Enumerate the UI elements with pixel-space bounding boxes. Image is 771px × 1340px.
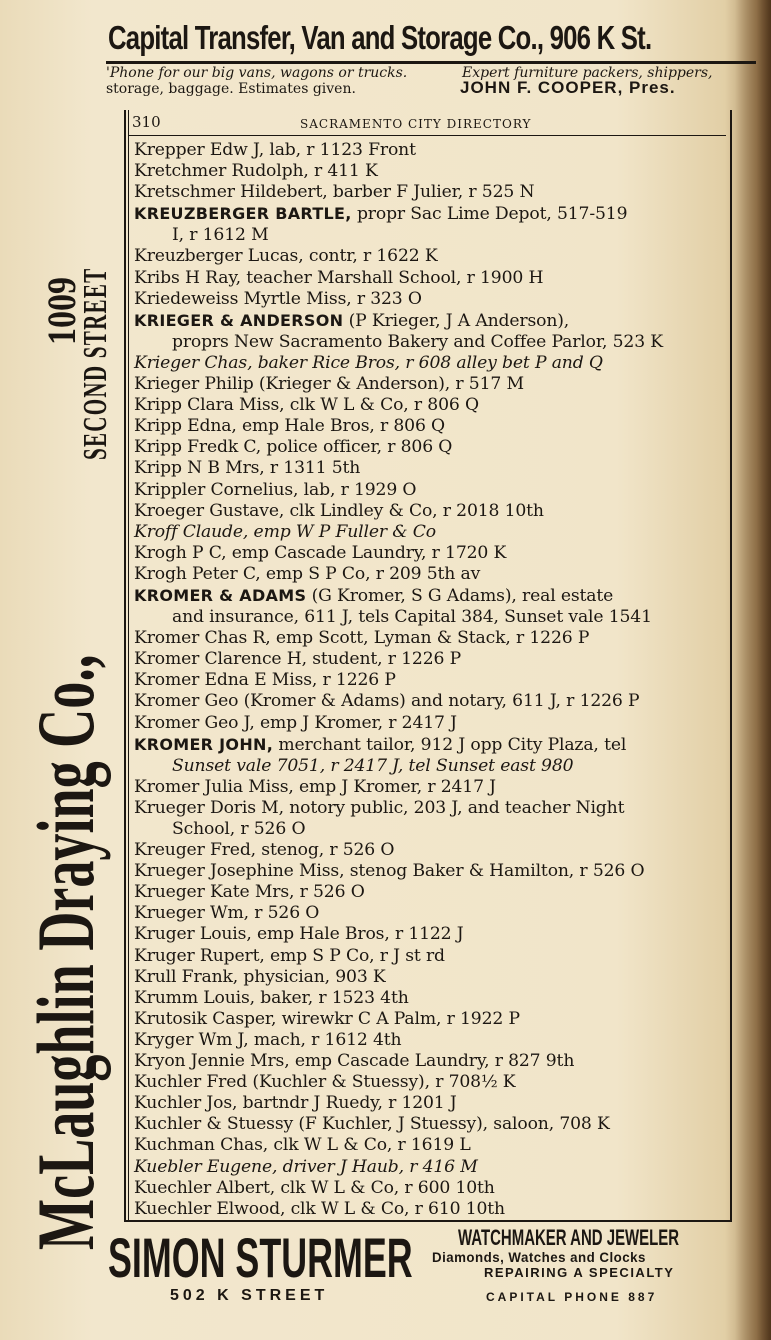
footer-ad-line2: Diamonds, Watches and Clocks bbox=[432, 1249, 646, 1265]
directory-entry-continuation bbox=[134, 819, 728, 840]
entry-text: Kuebler Eugene, driver J Haub, r 416 M bbox=[134, 1156, 478, 1177]
directory-entry bbox=[134, 543, 728, 564]
entry-text: proprs New Sacramento Bakery and Coffee Parlor, 523 K bbox=[172, 331, 663, 352]
header-ad-line2 bbox=[106, 80, 756, 98]
entry-text: Krueger Kate Mrs, r 526 O bbox=[134, 882, 365, 903]
directory-entry bbox=[134, 840, 728, 861]
directory-entry bbox=[134, 310, 728, 332]
entry-bold-name: KRIEGER & ANDERSON bbox=[134, 310, 344, 330]
entry-text: Kromer Geo J, emp J Kromer, r 2417 J bbox=[134, 712, 457, 733]
entry-text: Kuchman Chas, clk W L & Co, r 1619 L bbox=[134, 1135, 471, 1156]
entry-text: Kromer Julia Miss, emp J Kromer, r 2417 J bbox=[134, 776, 496, 797]
entry-text: Krutosik Casper, wirewkr C A Palm, r 1922 P bbox=[134, 1008, 520, 1029]
directory-entry-continuation bbox=[134, 607, 728, 628]
directory-entry bbox=[134, 203, 728, 225]
entry-text: (G Kromer, S G Adams), real estate bbox=[306, 585, 614, 606]
entry-text: Kripp N B Mrs, r 1311 5th bbox=[134, 458, 361, 479]
entry-text: Kreuger Fred, stenog, r 526 O bbox=[134, 840, 395, 861]
entry-text: Kuechler Albert, clk W L & Co, r 600 10th bbox=[134, 1177, 495, 1198]
entry-text: Kretchmer Rudolph, r 411 K bbox=[134, 161, 378, 182]
side-ad-company: McLaughlin Draying Co., bbox=[20, 654, 111, 1250]
directory-entry bbox=[134, 161, 728, 182]
entry-text: Krogh P C, emp Cascade Laundry, r 1720 K bbox=[134, 542, 507, 563]
header-ad-president: JOHN F. COOPER, Pres. bbox=[460, 78, 676, 97]
directory-entry bbox=[134, 1051, 728, 1072]
directory-entry bbox=[134, 861, 728, 882]
directory-entry bbox=[134, 1093, 728, 1114]
book-spine-shadow bbox=[735, 0, 771, 1340]
directory-entry bbox=[134, 798, 728, 819]
listing-inner-rule bbox=[128, 110, 129, 1220]
directory-entry bbox=[134, 480, 728, 501]
entry-text: Kripp Fredk C, police officer, r 806 Q bbox=[134, 437, 453, 458]
entry-text: Kuchler Jos, bartndr J Ruedy, r 1201 J bbox=[134, 1093, 457, 1114]
entry-text: Kroeger Gustave, clk Lindley & Co, r 2018 10th bbox=[134, 500, 544, 521]
entry-text: Krueger Josephine Miss, stenog Baker & Hamilton, r 526 O bbox=[134, 861, 645, 882]
entry-text: Sunset vale 7051, r 2417 J, tel Sunset east 980 bbox=[172, 755, 574, 776]
directory-entry bbox=[134, 501, 728, 522]
entry-text: Krumm Louis, baker, r 1523 4th bbox=[134, 987, 409, 1008]
directory-entry bbox=[134, 988, 728, 1009]
entry-text: Kriedeweiss Myrtle Miss, r 323 O bbox=[134, 288, 422, 309]
page-number: 310 bbox=[132, 113, 161, 131]
entry-text: Kuchler & Stuessy (F Kuchler, J Stuessy), saloon, 708 K bbox=[134, 1114, 610, 1135]
entry-text: Kuechler Elwood, clk W L & Co, r 610 10th bbox=[134, 1198, 505, 1219]
entry-text: Kromer Edna E Miss, r 1226 P bbox=[134, 670, 396, 691]
entry-text: School, r 526 O bbox=[172, 819, 306, 839]
entry-text: propr Sac Lime Depot, 517-519 bbox=[351, 204, 628, 225]
entry-text: Kripp Edna, emp Hale Bros, r 806 Q bbox=[134, 416, 445, 437]
entry-text: Kruger Rupert, emp S P Co, r J st rd bbox=[134, 945, 445, 966]
header-ad-line1-left: 'Phone for our big vans, wagons or trucks. bbox=[106, 65, 408, 81]
directory-entry bbox=[134, 1178, 728, 1199]
directory-entry bbox=[134, 268, 728, 289]
directory-entry bbox=[134, 713, 728, 734]
entry-text: Kryger Wm J, mach, r 1612 4th bbox=[134, 1029, 402, 1050]
header-ad-line2-left: storage, baggage. Estimates given. bbox=[106, 81, 356, 97]
running-head-title: SACRAMENTO CITY DIRECTORY bbox=[300, 117, 532, 131]
directory-entry bbox=[134, 353, 728, 374]
entry-bold-name: KREUZBERGER BARTLE, bbox=[134, 204, 352, 224]
running-head-rule bbox=[128, 135, 726, 136]
directory-entry bbox=[134, 395, 728, 416]
directory-entry bbox=[134, 1157, 728, 1178]
side-ad-street: SECOND STREET bbox=[77, 267, 114, 460]
directory-entry-continuation bbox=[134, 756, 728, 777]
directory-entry bbox=[134, 734, 728, 756]
directory-entry bbox=[134, 458, 728, 479]
directory-entry bbox=[134, 374, 728, 395]
directory-entry bbox=[134, 182, 728, 203]
entry-bold-name: KROMER & ADAMS bbox=[134, 585, 307, 605]
entry-text: Kromer Geo (Kromer & Adams) and notary, 611 J, r 1226 P bbox=[134, 691, 640, 712]
entry-text: Kreuzberger Lucas, contr, r 1622 K bbox=[134, 246, 438, 267]
directory-entry bbox=[134, 1009, 728, 1030]
header-ad-line1-right: Expert furniture packers, shippers, bbox=[462, 65, 713, 81]
directory-entry bbox=[134, 585, 728, 607]
directory-entry-continuation bbox=[134, 225, 728, 246]
entry-bold-name: KROMER JOHN, bbox=[134, 734, 274, 754]
directory-entry bbox=[134, 1135, 728, 1156]
entry-text: Krueger Doris M, notory public, 203 J, and teacher Night bbox=[134, 797, 625, 818]
entry-text: Krull Frank, physician, 903 K bbox=[134, 966, 386, 987]
entry-text: Kromer Clarence H, student, r 1226 P bbox=[134, 649, 462, 670]
directory-entry bbox=[134, 564, 728, 585]
entry-text: Krippler Cornelius, lab, r 1929 O bbox=[134, 479, 417, 500]
footer-ad-phone: CAPITAL PHONE 887 bbox=[486, 1290, 658, 1304]
directory-entry bbox=[134, 1114, 728, 1135]
directory-entry bbox=[134, 903, 728, 924]
footer-ad-line3: REPAIRING A SPECIALTY bbox=[484, 1265, 675, 1280]
footer-ad-line1: WATCHMAKER AND JEWELER bbox=[458, 1225, 680, 1250]
entry-text: Kribs H Ray, teacher Marshall School, r 1900 H bbox=[134, 267, 544, 288]
entry-text: I, r 1612 M bbox=[172, 225, 269, 246]
directory-entry bbox=[134, 777, 728, 798]
header-ad-title: Capital Transfer, Van and Storage Co., 906 K St. bbox=[108, 19, 652, 56]
footer-ad-name: SIMON STURMER bbox=[108, 1226, 413, 1289]
directory-entries bbox=[134, 140, 728, 1220]
entry-text: Kretschmer Hildebert, barber F Julier, r 525 N bbox=[134, 182, 535, 203]
entry-text: Kripp Clara Miss, clk W L & Co, r 806 Q bbox=[134, 395, 479, 416]
entry-text: Krieger Philip (Krieger & Anderson), r 517 M bbox=[134, 374, 524, 395]
directory-entry bbox=[134, 522, 728, 543]
directory-entry bbox=[134, 946, 728, 967]
entry-text: Kruger Louis, emp Hale Bros, r 1122 J bbox=[134, 924, 464, 945]
directory-entry bbox=[134, 628, 728, 649]
entry-text: Kryon Jennie Mrs, emp Cascade Laundry, r 827 9th bbox=[134, 1051, 575, 1072]
directory-entry bbox=[134, 649, 728, 670]
directory-entry bbox=[134, 289, 728, 310]
entry-text: merchant tailor, 912 J opp City Plaza, tel bbox=[273, 734, 627, 755]
directory-entry bbox=[134, 416, 728, 437]
entry-text: Kromer Chas R, emp Scott, Lyman & Stack, r 1226 P bbox=[134, 628, 590, 649]
entry-text: Krepper Edw J, lab, r 1123 Front bbox=[134, 140, 416, 160]
entry-text: and insurance, 611 J, tels Capital 384, Sunset vale 1541 bbox=[172, 607, 652, 628]
entry-text: Krogh Peter C, emp S P Co, r 209 5th av bbox=[134, 563, 481, 584]
directory-entry bbox=[134, 691, 728, 712]
directory-entry bbox=[134, 924, 728, 945]
directory-entry bbox=[134, 246, 728, 267]
directory-entry bbox=[134, 670, 728, 691]
footer-ad-address: 502 K STREET bbox=[170, 1287, 329, 1304]
entry-text: Kroff Claude, emp W P Fuller & Co bbox=[134, 521, 436, 542]
directory-entry bbox=[134, 882, 728, 903]
directory-entry bbox=[134, 437, 728, 458]
directory-entry bbox=[134, 140, 728, 161]
entry-text: (P Krieger, J A Anderson), bbox=[343, 310, 570, 331]
entry-text: Krieger Chas, baker Rice Bros, r 608 alley bet P and Q bbox=[134, 352, 603, 373]
directory-entry bbox=[134, 1199, 728, 1220]
entry-text: Kuchler Fred (Kuchler & Stuessy), r 708½ K bbox=[134, 1072, 516, 1093]
entry-text: Krueger Wm, r 526 O bbox=[134, 903, 320, 924]
side-ad-number: 1009 bbox=[39, 277, 84, 345]
directory-entry bbox=[134, 1072, 728, 1093]
directory-entry-continuation bbox=[134, 332, 728, 353]
directory-entry bbox=[134, 1030, 728, 1051]
directory-entry bbox=[134, 967, 728, 988]
